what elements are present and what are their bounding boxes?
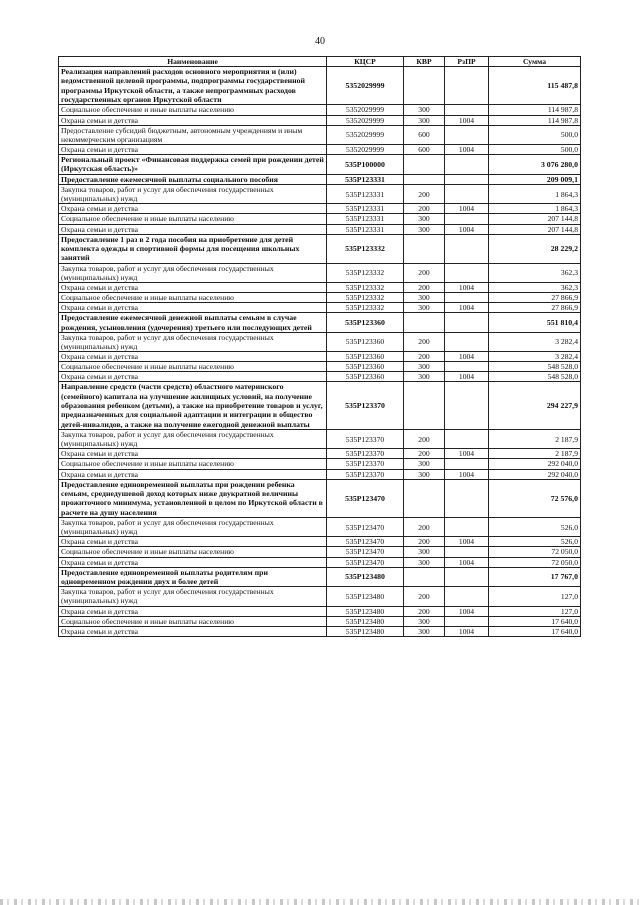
cell-name: Охрана семьи и детства: [59, 352, 327, 362]
cell-name: Охрана семьи и детства: [59, 449, 327, 459]
table-row: [59, 372, 581, 382]
cell-kvr: 200: [404, 537, 445, 547]
cell-kvr: 200: [404, 606, 445, 616]
cell-kvr: 300: [404, 303, 445, 313]
cell-rzpr: 1004: [445, 352, 489, 362]
cell-sum: 72 576,0: [489, 479, 581, 517]
cell-name: Закупка товаров, работ и услуг для обеспечения государственных (муниципальных) нужд: [59, 587, 327, 606]
cell-rzpr: 1004: [445, 537, 489, 547]
table-row: [59, 155, 581, 175]
cell-rzpr: 1004: [445, 626, 489, 636]
cell-code: 535P123370: [327, 449, 404, 459]
cell-name: Охрана семьи и детства: [59, 303, 327, 313]
cell-name: Закупка товаров, работ и услуг для обеспечения государственных (муниципальных) нужд: [59, 185, 327, 204]
cell-name: Социальное обеспечение и иные выплаты населению: [59, 214, 327, 224]
cell-rzpr: [445, 332, 489, 351]
table-row: [59, 567, 581, 587]
cell-name: Охрана семьи и детства: [59, 115, 327, 125]
table-row: [59, 204, 581, 214]
cell-sum: 17 640,0: [489, 616, 581, 626]
cell-kvr: 300: [404, 469, 445, 479]
cell-sum: 28 229,2: [489, 234, 581, 263]
cell-code: 535P123331: [327, 224, 404, 234]
cell-name: Реализация направлений расходов основного мероприятия и (или) ведомственной целевой программы, подпрограммы государственной программы Иркутской области, а также непрограммных расходов государственных органов Иркутской области: [59, 67, 327, 105]
cell-rzpr: [445, 292, 489, 302]
table-row: [59, 518, 581, 537]
cell-rzpr: [445, 155, 489, 175]
table-row: [59, 382, 581, 430]
header-code: КЦСР: [327, 57, 404, 67]
cell-kvr: 300: [404, 557, 445, 567]
table-row: [59, 449, 581, 459]
cell-code: 5352029999: [327, 115, 404, 125]
cell-name: Социальное обеспечение и иные выплаты населению: [59, 105, 327, 115]
cell-code: 535P123470: [327, 518, 404, 537]
cell-code: 535P123470: [327, 537, 404, 547]
cell-sum: 294 227,9: [489, 382, 581, 430]
cell-rzpr: [445, 587, 489, 606]
cell-code: 535P123331: [327, 214, 404, 224]
cell-kvr: [404, 382, 445, 430]
cell-kvr: 300: [404, 459, 445, 469]
cell-sum: 1 864,3: [489, 185, 581, 204]
scan-artifact: [0, 899, 640, 905]
cell-rzpr: 1004: [445, 282, 489, 292]
cell-rzpr: [445, 185, 489, 204]
cell-rzpr: 1004: [445, 144, 489, 154]
table-row: [59, 587, 581, 606]
cell-rzpr: [445, 313, 489, 333]
cell-name: Социальное обеспечение и иные выплаты населению: [59, 292, 327, 302]
cell-code: 535P123480: [327, 616, 404, 626]
cell-sum: 27 866,9: [489, 292, 581, 302]
cell-kvr: 600: [404, 125, 445, 144]
cell-sum: 72 050,0: [489, 547, 581, 557]
cell-sum: 114 987,8: [489, 115, 581, 125]
cell-kvr: 200: [404, 449, 445, 459]
table-row: [59, 616, 581, 626]
cell-code: 535P123370: [327, 459, 404, 469]
cell-rzpr: 1004: [445, 372, 489, 382]
table-row: [59, 313, 581, 333]
cell-name: Закупка товаров, работ и услуг для обеспечения государственных (муниципальных) нужд: [59, 430, 327, 449]
cell-kvr: 200: [404, 352, 445, 362]
cell-sum: 72 050,0: [489, 557, 581, 567]
cell-code: 535P123470: [327, 557, 404, 567]
cell-kvr: 300: [404, 224, 445, 234]
header-name: Наименование: [59, 57, 327, 67]
table-row: [59, 606, 581, 616]
cell-rzpr: [445, 616, 489, 626]
table-row: [59, 469, 581, 479]
cell-kvr: [404, 313, 445, 333]
cell-kvr: 300: [404, 115, 445, 125]
cell-sum: 3 282,4: [489, 332, 581, 351]
cell-rzpr: [445, 547, 489, 557]
cell-kvr: 200: [404, 282, 445, 292]
cell-name: Закупка товаров, работ и услуг для обеспечения государственных (муниципальных) нужд: [59, 332, 327, 351]
cell-kvr: 600: [404, 144, 445, 154]
cell-code: 535P123370: [327, 469, 404, 479]
table-row: [59, 557, 581, 567]
table-row: [59, 105, 581, 115]
table-row: [59, 547, 581, 557]
cell-sum: 127,0: [489, 606, 581, 616]
cell-sum: 551 810,4: [489, 313, 581, 333]
table-row: [59, 303, 581, 313]
cell-name: Предоставление единовременной выплаты родителям при одновременном рождении двух и более детей: [59, 567, 327, 587]
cell-code: 535P123480: [327, 606, 404, 616]
cell-kvr: [404, 234, 445, 263]
cell-code: 535P123360: [327, 332, 404, 351]
table-row: [59, 224, 581, 234]
cell-kvr: 300: [404, 105, 445, 115]
cell-kvr: 300: [404, 372, 445, 382]
cell-rzpr: [445, 67, 489, 105]
cell-sum: 548 528,0: [489, 362, 581, 372]
cell-code: 535P123332: [327, 292, 404, 302]
cell-code: 535P100000: [327, 155, 404, 175]
table-row: [59, 362, 581, 372]
cell-code: 535P123470: [327, 547, 404, 557]
cell-name: Охрана семьи и детства: [59, 537, 327, 547]
budget-table: [58, 56, 581, 637]
cell-sum: 127,0: [489, 587, 581, 606]
cell-rzpr: 1004: [445, 557, 489, 567]
cell-kvr: 200: [404, 185, 445, 204]
cell-name: Охрана семьи и детства: [59, 282, 327, 292]
cell-kvr: [404, 155, 445, 175]
cell-kvr: 200: [404, 204, 445, 214]
cell-name: Социальное обеспечение и иные выплаты населению: [59, 547, 327, 557]
cell-sum: 500,0: [489, 125, 581, 144]
cell-rzpr: [445, 479, 489, 517]
cell-kvr: [404, 479, 445, 517]
cell-sum: 17 640,0: [489, 626, 581, 636]
cell-sum: 209 009,1: [489, 174, 581, 184]
cell-name: Охрана семьи и детства: [59, 606, 327, 616]
cell-name: Социальное обеспечение и иные выплаты населению: [59, 362, 327, 372]
cell-name: Охрана семьи и детства: [59, 469, 327, 479]
cell-kvr: [404, 174, 445, 184]
cell-code: 535P123332: [327, 282, 404, 292]
cell-sum: 114 987,8: [489, 105, 581, 115]
cell-code: 535P123332: [327, 303, 404, 313]
cell-name: Охрана семьи и детства: [59, 626, 327, 636]
cell-sum: 500,0: [489, 144, 581, 154]
cell-code: 535P123332: [327, 263, 404, 282]
table-row: [59, 115, 581, 125]
cell-code: 5352029999: [327, 144, 404, 154]
table-row: [59, 626, 581, 636]
cell-code: 535P123480: [327, 587, 404, 606]
cell-kvr: 300: [404, 616, 445, 626]
cell-code: 535P123360: [327, 313, 404, 333]
table-row: [59, 67, 581, 105]
cell-rzpr: [445, 430, 489, 449]
cell-kvr: 200: [404, 430, 445, 449]
cell-kvr: [404, 567, 445, 587]
table-row: [59, 214, 581, 224]
cell-code: 535P123332: [327, 234, 404, 263]
cell-sum: 548 528,0: [489, 372, 581, 382]
cell-kvr: 200: [404, 587, 445, 606]
cell-rzpr: [445, 567, 489, 587]
cell-rzpr: [445, 382, 489, 430]
cell-code: 535P123331: [327, 185, 404, 204]
table-row: [59, 332, 581, 351]
table-row: [59, 234, 581, 263]
cell-rzpr: 1004: [445, 204, 489, 214]
cell-rzpr: [445, 263, 489, 282]
cell-rzpr: 1004: [445, 606, 489, 616]
cell-kvr: 300: [404, 362, 445, 372]
cell-name: Закупка товаров, работ и услуг для обеспечения государственных (муниципальных) нужд: [59, 263, 327, 282]
cell-name: Охрана семьи и детства: [59, 224, 327, 234]
table-row: [59, 479, 581, 517]
cell-code: 535P123370: [327, 382, 404, 430]
cell-rzpr: [445, 105, 489, 115]
cell-name: Предоставление единовременной выплаты при рождении ребенка семьям, среднедушевой доход которых ниже двукратной величины прожиточного минимума, установленной в целом по Иркутской области в расчете на душу населения: [59, 479, 327, 517]
cell-rzpr: 1004: [445, 469, 489, 479]
cell-kvr: 300: [404, 214, 445, 224]
cell-sum: 292 040,0: [489, 469, 581, 479]
table-row: [59, 185, 581, 204]
table-row: [59, 144, 581, 154]
cell-code: 5352029999: [327, 125, 404, 144]
cell-sum: 2 187,9: [489, 449, 581, 459]
cell-code: 5352029999: [327, 67, 404, 105]
cell-name: Предоставление ежемесячной выплаты социального пособия: [59, 174, 327, 184]
cell-code: 535P123480: [327, 626, 404, 636]
cell-sum: 2 187,9: [489, 430, 581, 449]
cell-name: Предоставление субсидий бюджетным, автономным учреждениям и иным некоммерческим организациям: [59, 125, 327, 144]
cell-kvr: 300: [404, 547, 445, 557]
table-row: [59, 174, 581, 184]
cell-code: 535P123360: [327, 372, 404, 382]
cell-name: Социальное обеспечение и иные выплаты населению: [59, 616, 327, 626]
cell-sum: 292 040,0: [489, 459, 581, 469]
cell-name: Охрана семьи и детства: [59, 144, 327, 154]
table-header-row: [59, 57, 581, 67]
header-kvr: КВР: [404, 57, 445, 67]
cell-sum: 207 144,8: [489, 214, 581, 224]
cell-sum: 207 144,8: [489, 224, 581, 234]
cell-rzpr: 1004: [445, 303, 489, 313]
table-row: [59, 459, 581, 469]
cell-name: Направление средств (части средств) областного материнского (семейного) капитала на улучшение жилищных условий, на получение образования ребенком (детьми), а также на приобретение товаров и услуг, предназначенных для социальной адаптации и интеграции в общество детей-инвалидов, а также на получение ежегодной денежной выплаты: [59, 382, 327, 430]
header-sum: Сумма: [489, 57, 581, 67]
cell-code: 535P123331: [327, 174, 404, 184]
table-row: [59, 263, 581, 282]
cell-sum: 3 282,4: [489, 352, 581, 362]
cell-rzpr: [445, 362, 489, 372]
cell-sum: 526,0: [489, 518, 581, 537]
cell-code: 535P123360: [327, 362, 404, 372]
cell-rzpr: [445, 459, 489, 469]
cell-rzpr: 1004: [445, 115, 489, 125]
cell-name: Предоставление ежемесячной денежной выплаты семьям в случае рождения, усыновления (удочерения) третьего или последующих детей: [59, 313, 327, 333]
table-row: [59, 430, 581, 449]
cell-code: 535P123480: [327, 567, 404, 587]
cell-kvr: 200: [404, 518, 445, 537]
cell-kvr: 300: [404, 292, 445, 302]
page-number: 40: [315, 36, 325, 47]
cell-sum: 115 487,8: [489, 67, 581, 105]
cell-rzpr: [445, 518, 489, 537]
cell-sum: 3 076 280,0: [489, 155, 581, 175]
cell-kvr: 200: [404, 332, 445, 351]
cell-rzpr: 1004: [445, 224, 489, 234]
cell-code: 5352029999: [327, 105, 404, 115]
cell-kvr: [404, 67, 445, 105]
cell-name: Предоставление 1 раз в 2 года пособия на приобретение для детей комплекта одежды и спортивной формы для посещения школьных занятий: [59, 234, 327, 263]
table-row: [59, 282, 581, 292]
header-rzpr: РзПР: [445, 57, 489, 67]
cell-sum: 27 866,9: [489, 303, 581, 313]
cell-name: Охрана семьи и детства: [59, 204, 327, 214]
cell-sum: 362,3: [489, 263, 581, 282]
cell-name: Социальное обеспечение и иные выплаты населению: [59, 459, 327, 469]
cell-code: 535P123360: [327, 352, 404, 362]
cell-code: 535P123470: [327, 479, 404, 517]
cell-name: Региональный проект «Финансовая поддержка семей при рождении детей (Иркутская область)»: [59, 155, 327, 175]
cell-rzpr: 1004: [445, 449, 489, 459]
cell-sum: 526,0: [489, 537, 581, 547]
cell-code: 535P123331: [327, 204, 404, 214]
cell-rzpr: [445, 234, 489, 263]
cell-rzpr: [445, 214, 489, 224]
cell-name: Охрана семьи и детства: [59, 372, 327, 382]
cell-name: Закупка товаров, работ и услуг для обеспечения государственных (муниципальных) нужд: [59, 518, 327, 537]
cell-kvr: 200: [404, 263, 445, 282]
cell-code: 535P123370: [327, 430, 404, 449]
cell-sum: 1 864,3: [489, 204, 581, 214]
table-row: [59, 292, 581, 302]
table-body: [59, 67, 581, 637]
cell-kvr: 300: [404, 626, 445, 636]
table-row: [59, 125, 581, 144]
table-row: [59, 352, 581, 362]
cell-sum: 17 767,0: [489, 567, 581, 587]
cell-name: Охрана семьи и детства: [59, 557, 327, 567]
table-row: [59, 537, 581, 547]
cell-rzpr: [445, 125, 489, 144]
cell-rzpr: [445, 174, 489, 184]
cell-sum: 362,3: [489, 282, 581, 292]
